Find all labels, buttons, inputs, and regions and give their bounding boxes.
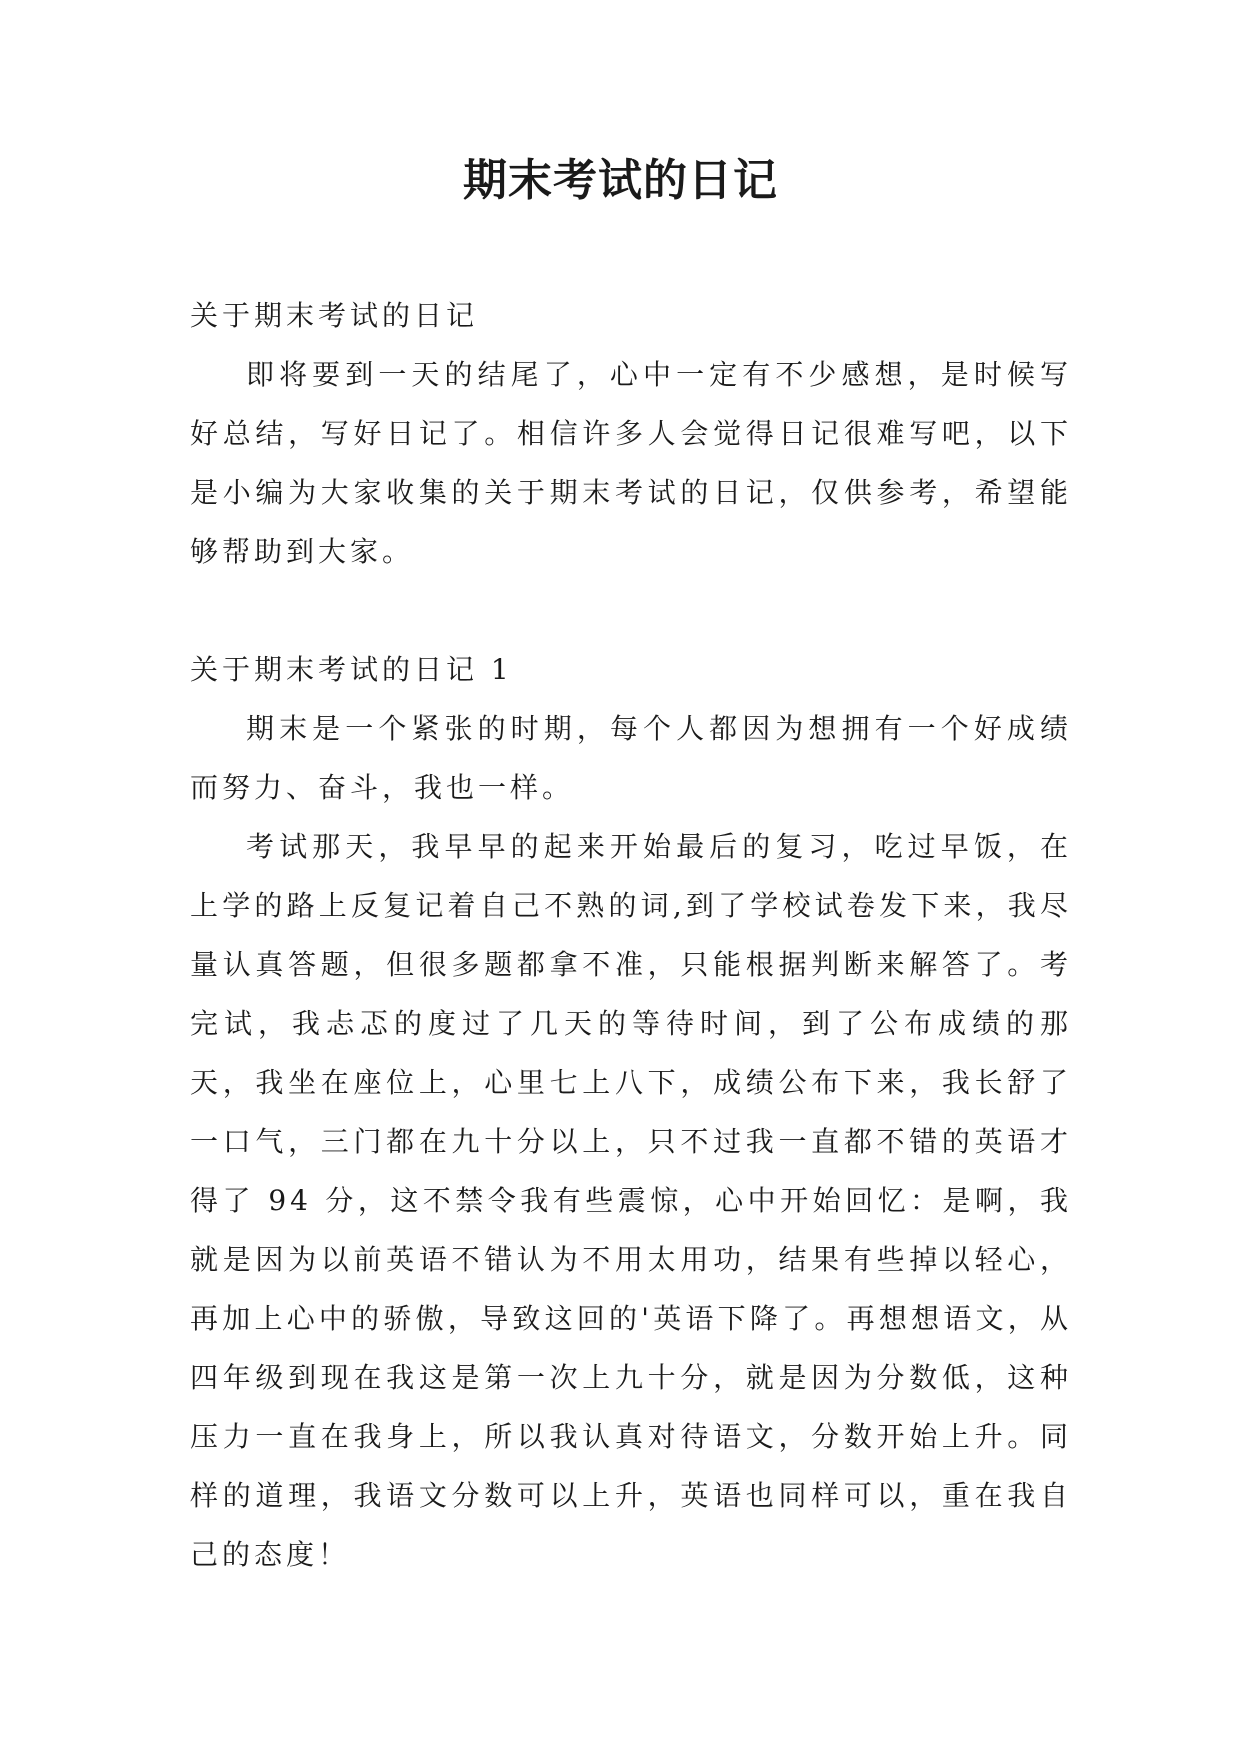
entry1-paragraph-1: 期末是一个紧张的时期，每个人都因为想拥有一个好成绩而努力、奋斗，我也一样。 bbox=[190, 712, 1072, 804]
intro-paragraph: 即将要到一天的结尾了，心中一定有不少感想，是时候写好总结，写好日记了。相信许多人会觉得日记很难写吧，以下是小编为大家收集的关于期末考试的日记，仅供参考，希望能够帮助到大家。 bbox=[190, 358, 1072, 568]
intro-heading: 关于期末考试的日记 bbox=[190, 299, 479, 332]
document-body bbox=[190, 286, 1072, 1584]
entry1-paragraph-2: 考试那天，我早早的起来开始最后的复习，吃过早饭，在上学的路上反复记着自己不熟的词,到了学校试卷发下来，我尽量认真答题，但很多题都拿不准，只能根据判断来解答了。考完试，我忐忑的度过了几天的等待时间，到了公布成绩的那天，我坐在座位上，心里七上八下，成绩公布下来，我长舒了一口气，三门都在九十分以上，只不过我一直都不错的英语才得了 94 分，这不禁令我有些震惊，心中开始回忆：是啊，我就是因为以前英语不错认为不用太用功，结果有些掉以轻心，再加上心中的骄傲，导致这回的'英语下降了。再想想语文，从四年级到现在我这是第一次上九十分，就是因为分数低，这种压力一直在我身上，所以我认真对待语文，分数开始上升。同样的道理，我语文分数可以上升，英语也同样可以，重在我自己的态度！ bbox=[190, 830, 1072, 1571]
entry1-heading: 关于期末考试的日记 1 bbox=[190, 653, 513, 686]
document-title: 期末考试的日记 bbox=[463, 155, 778, 206]
section-spacer bbox=[190, 581, 1072, 640]
